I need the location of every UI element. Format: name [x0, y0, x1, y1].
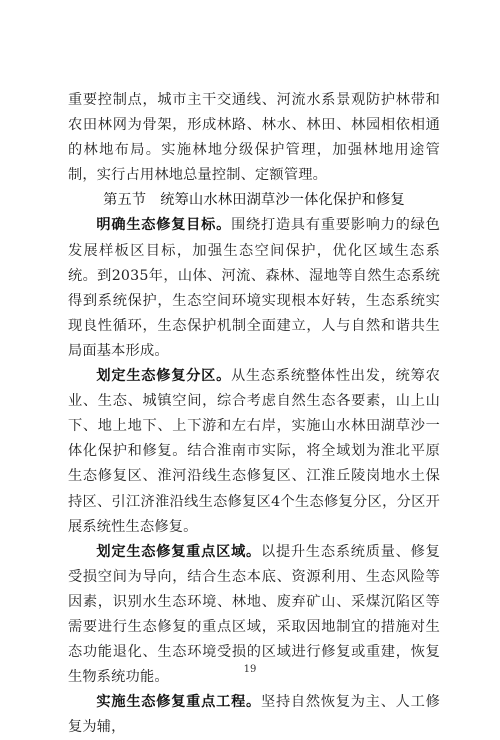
paragraph-lead: 明确生态修复目标。 — [96, 217, 232, 234]
paragraph-text: 围绕打造具有重要影响力的绿色发展样板区目标，加强生态空间保护，优化区域生态系统。到2035年，山体、河流、森林、湿地等自然生态系统得到系统保护，生态空间环境实现根本好转，生态系统实现良性循环，生态保护机制全面建立，人与自然和谐共生局面基本形成。 — [68, 217, 440, 359]
paragraph-text: 坚持自然恢复为主、人工修复为辅， — [68, 694, 440, 736]
paragraph-key-projects — [68, 690, 440, 740]
paragraph-text: 以提升生态系统质量、修复受损空间为导向，结合生态本底、资源利用、生态风险等因素，识别水生态环境、林地、废弃矿山、采煤沉陷区等需要进行生态修复的重点区域，采取因地制宜的措施对生态功能退化、生态环境受损的区域进行修复或重建，恢复生物系统功能。 — [68, 543, 440, 686]
paragraph-restoration-zones — [68, 364, 440, 540]
paragraph-lead: 划定生态修复分区。 — [96, 368, 232, 385]
paragraph-continued: 重要控制点，城市主干交通线、河流水系景观防护林带和农田林网为骨架，形成林路、林水、林田、林园相依相通的林地布局。实施林地分级保护管理，加强林地用途管制，实行占用林地总量控制、定额管理。 — [68, 92, 440, 184]
paragraph-lead: 实施生态修复重点工程。 — [96, 694, 261, 711]
section-number: 第五节 — [103, 192, 147, 209]
paragraph-text: 从生态系统整体性出发，统筹农业、生态、城镇空间，综合考虑自然生态各要素，山上山下、地上地下、上下游和左右岸，实施山水林田湖草沙一体化保护和修复。结合淮南市实际，将全域划为淮北平原生态修复区、淮河沿线生态修复区、江淮丘陵岗地水土保持区、引江济淮沿线生态修复区4个生态修复分区，分区开展系统性生态修复。 — [68, 368, 440, 535]
page-content — [68, 88, 440, 740]
section-title: 统筹山水林田湖草沙一体化保护和修复 — [160, 192, 405, 209]
paragraph-restoration-goal — [68, 213, 440, 364]
page-number: 19 — [243, 664, 257, 675]
section-heading — [68, 188, 440, 213]
paragraph-lead: 划定生态修复重点区域。 — [96, 543, 261, 560]
